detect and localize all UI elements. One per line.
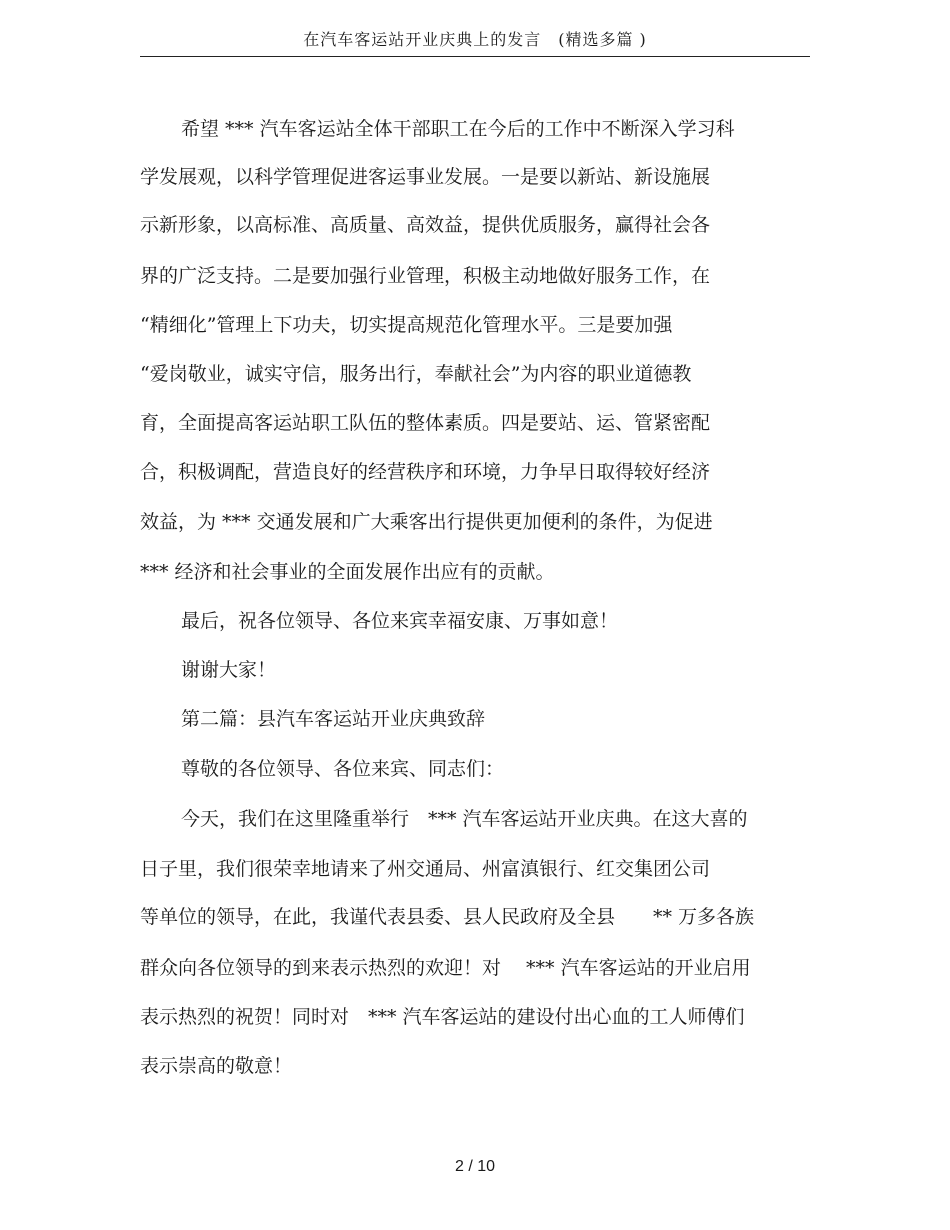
paragraph-line: 育，全面提高客运站职工队伍的整体素质。四是要站、运、管紧密配 (140, 412, 711, 434)
paragraph-line: 希望 *** 汽车客运站全体干部职工在今后的工作中不断深入学习科 (181, 118, 735, 140)
page-header: 在汽车客运站开业庆典上的发言 (精选多篇 ) (140, 26, 810, 57)
page-number: 2 / 10 (454, 1158, 496, 1175)
paragraph-line: 示新形象，以高标准、高质量、高效益，提供优质服务，赢得社会各 (140, 214, 711, 236)
paragraph-line: 谢谢大家！ (181, 659, 277, 681)
paragraph-line: 表示热烈的祝贺！同时对 *** 汽车客运站的建设付出心血的工人师傅们 (140, 1006, 745, 1028)
paragraph-line: 合，积极调配，营造良好的经营秩序和环境，力争早日取得较好经济 (140, 461, 711, 483)
salutation: 尊敬的各位领导、各位来宾、同志们： (181, 758, 505, 780)
paragraph-line: 最后，祝各位领导、各位来宾幸福安康、万事如意！ (181, 610, 619, 632)
paragraph-line: *** 经济和社会事业的全面发展作出应有的贡献。 (140, 561, 555, 583)
paragraph-line: 群众向各位领导的到来表示热烈的欢迎！对 *** 汽车客运站的开业启用 (140, 957, 751, 979)
paragraph-line: 界的广泛支持。二是要加强行业管理，积极主动地做好服务工作，在 (140, 265, 711, 287)
paragraph-line: “爱岗敬业，诚实守信，服务出行，奉献社会”为内容的职业道德教 (140, 363, 692, 385)
paragraph-line: 学发展观，以科学管理促进客运事业发展。一是要以新站、新设施展 (140, 166, 711, 188)
paragraph-line: 表示崇高的敬意！ (140, 1055, 293, 1077)
paragraph-line: “精细化”管理上下功夫，切实提高规范化管理水平。三是要加强 (140, 314, 673, 336)
paragraph-line: 今天，我们在这里隆重举行 *** 汽车客运站开业庆典。在这大喜的 (181, 808, 748, 830)
paragraph-line: 日子里，我们很荣幸地请来了州交通局、州富滇银行、红交集团公司 (140, 858, 711, 880)
paragraph-line: 等单位的领导，在此，我谨代表县委、县人民政府及全县 ** 万多各族 (140, 906, 755, 928)
paragraph-line: 效益，为 *** 交通发展和广大乘客出行提供更加便利的条件，为促进 (140, 511, 713, 533)
section-heading: 第二篇：县汽车客运站开业庆典致辞 (181, 708, 486, 730)
